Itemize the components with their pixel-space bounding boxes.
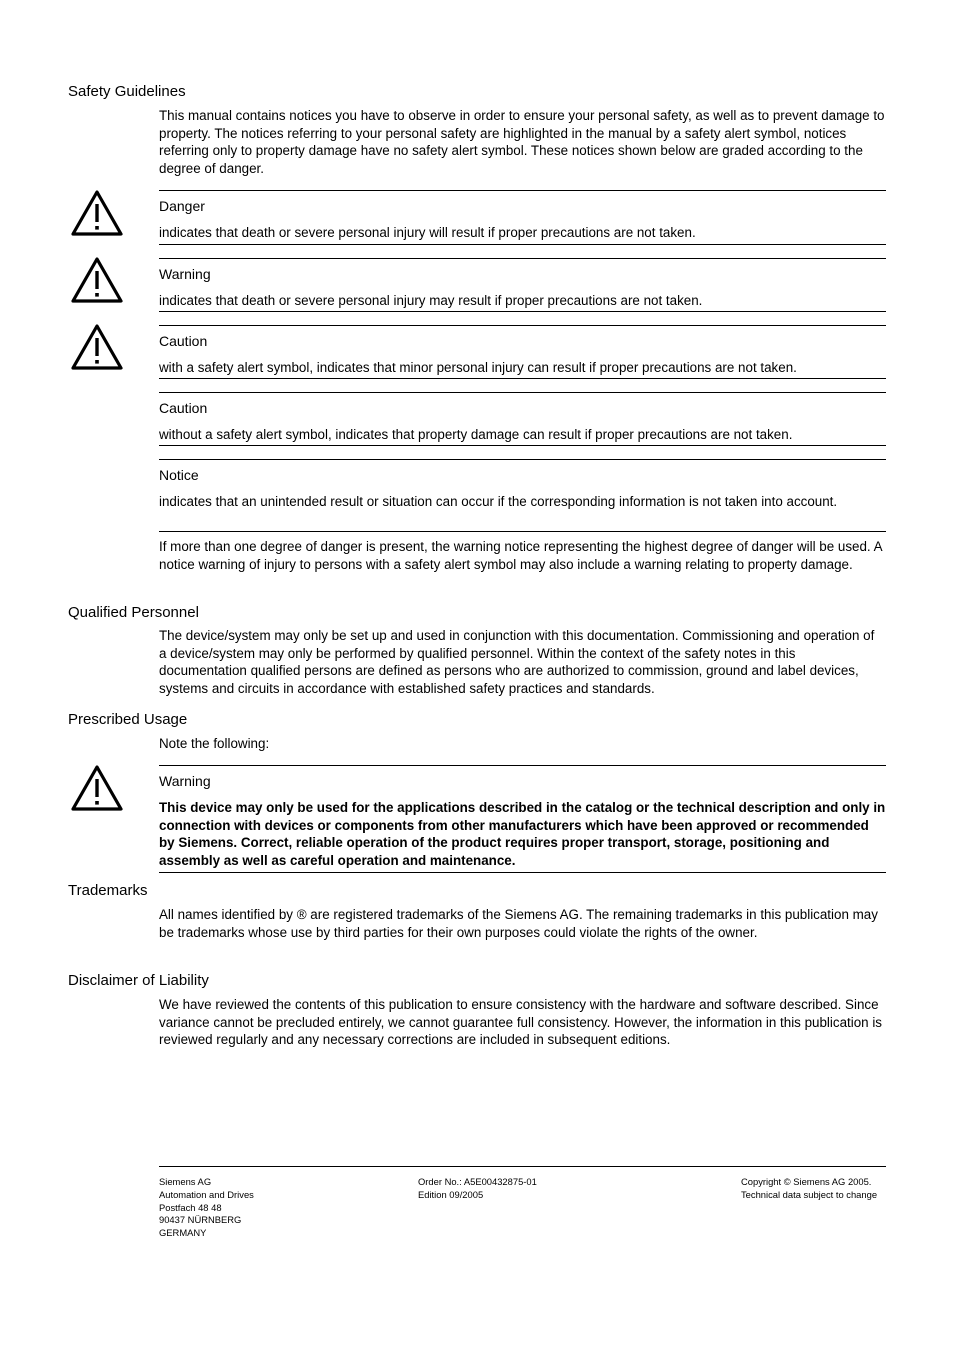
footer-address-line: Postfach 48 48	[159, 1201, 222, 1213]
notice-emphasis: may	[429, 293, 455, 308]
notice-title: Caution	[159, 333, 208, 349]
safety-intro-paragraph: This manual contains notices you have to observe in order to ensure your personal safety, as well as to prevent damage to property. The notices referring to your personal safety are highlighted in the manual by a safety alert symbol, notices referring only to property damage have no safety alert symbol. These notices shown below are graded according to the degree of danger.	[159, 108, 885, 176]
notice-title: Notice	[159, 467, 199, 483]
trademarks-paragraph: All names identified by ® are registered trademarks of the Siemens AG. The remaining trademarks in this publication may be trademarks whose use by third parties for their own purposes could violate the rights of the owner.	[159, 907, 878, 940]
footer-copyright-line: Copyright © Siemens AG 2005.	[741, 1176, 872, 1187]
footer-order-info	[418, 1176, 537, 1202]
footer-edition: Edition 09/2005	[418, 1188, 484, 1200]
notice-title: Warning	[159, 773, 211, 789]
notice-emphasis: will	[429, 225, 448, 240]
notice-title: Danger	[159, 198, 205, 214]
notice-text	[159, 224, 886, 242]
disclaimer-paragraph: We have reviewed the contents of this publication to ensure consistency with the hardware and software described. Since variance cannot be precluded entirely, we cannot guarantee full consistency. However, the information in this publication is reviewed regularly and any necessary corrections are included in subsequent editions.	[159, 997, 883, 1048]
footer-copyright-line: Technical data subject to change	[741, 1188, 878, 1200]
danger-degree-paragraph: If more than one degree of danger is present, the warning notice representing the highest degree of danger will be used. A notice warning of injury to persons with a safety alert symbol may also include a warning relating to property damage.	[159, 539, 882, 572]
warning-notice	[159, 258, 886, 312]
footer-order-number: Order No.: A5E00432875-01	[418, 1176, 537, 1187]
prescribed-usage-intro: Note the following:	[159, 736, 270, 751]
danger-notice	[159, 190, 886, 245]
footer-address-line: GERMANY	[159, 1227, 207, 1239]
notice-text-pre: indicates that death or severe personal injury	[159, 225, 430, 240]
warning-triangle-icon	[70, 323, 124, 371]
notice-text-pre: indicates that death or severe personal injury	[159, 293, 430, 308]
caution-symbol-notice	[159, 325, 886, 379]
notice-text: without a safety alert symbol, indicates that property damage can result if proper precautions are not taken.	[159, 427, 793, 442]
footer-address	[159, 1176, 254, 1240]
footer-address-line: Siemens AG	[159, 1176, 212, 1187]
notice-text: This device may only be used for the applications described in the catalog or the technical description and only in connection with devices or components from other manufacturers which have been approved or recommended by Siemens. Correct, reliable operation of the product requires proper transport, storage, positioning and assembly as well as careful operation and maintenance.	[159, 800, 886, 868]
qualified-text-pre: The device/system may only be set up and used in conjunction with this documentation. Commissioning and operation of a device/system may only be performed by	[159, 628, 875, 661]
footer-address-line: 90437 NÜRNBERG	[159, 1214, 242, 1226]
warning-triangle-icon	[70, 189, 124, 237]
footer-rule	[159, 1166, 886, 1167]
caution-nosymbol-notice	[159, 392, 886, 446]
trademarks-heading: Trademarks	[68, 882, 148, 899]
safety-guidelines-heading: Safety Guidelines	[68, 83, 186, 100]
footer-copyright	[741, 1176, 877, 1202]
prescribed-warning-notice	[159, 765, 886, 873]
notice-text: with a safety alert symbol, indicates that minor personal injury can result if proper precautions are not taken.	[159, 360, 797, 375]
notice-title: Caution	[159, 400, 208, 416]
qualified-personnel-paragraph	[159, 627, 885, 697]
qualified-personnel-heading: Qualified Personnel	[68, 604, 199, 621]
prescribed-usage-heading: Prescribed Usage	[68, 711, 188, 728]
warning-triangle-icon	[70, 256, 124, 304]
notice-text: indicates that an unintended result or situation can occur if the corresponding information is not taken into account.	[159, 494, 838, 509]
notice-text	[159, 292, 886, 310]
footer-address-line: Automation and Drives	[159, 1188, 254, 1200]
qualified-text-post: . Within the context of the safety notes in this documentation qualified persons are defined as persons who are authorized to commission, ground and label devices, systems and circuits in accordance with established safety practices and standards.	[159, 645, 859, 696]
qualified-emphasis: qualified personnel	[417, 645, 530, 661]
notice-text-post: result if proper precautions are not taken.	[447, 225, 696, 240]
notice-text-post: result if proper precautions are not taken.	[454, 293, 703, 308]
disclaimer-heading: Disclaimer of Liability	[68, 972, 209, 989]
warning-triangle-icon	[70, 764, 124, 812]
notice-notice	[159, 459, 886, 532]
notice-title: Warning	[159, 266, 211, 282]
